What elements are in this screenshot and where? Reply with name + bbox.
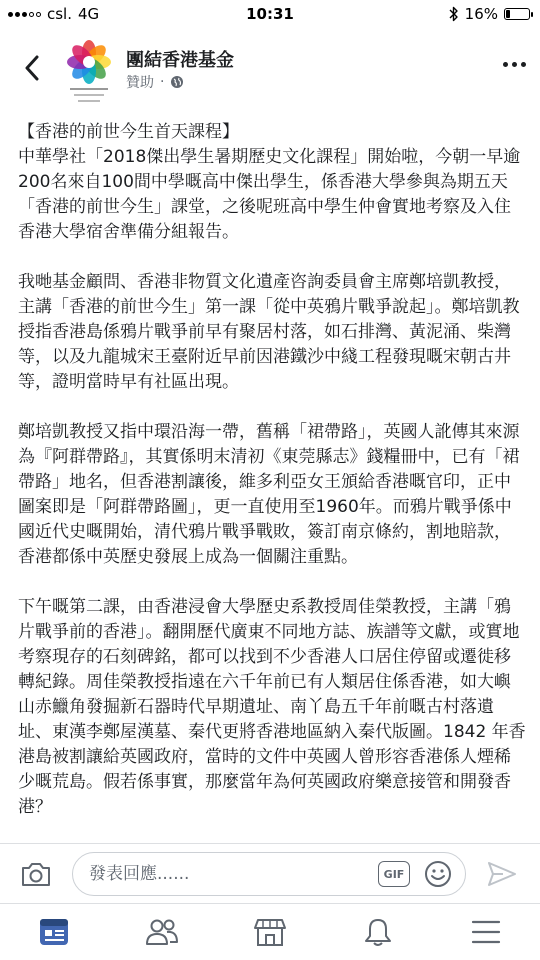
sponsored-row — [126, 72, 184, 92]
globe-icon — [170, 75, 184, 89]
battery-icon — [504, 8, 530, 20]
send-icon — [486, 860, 518, 888]
emoji-button[interactable] — [424, 860, 452, 888]
friends-icon — [145, 917, 179, 947]
status-left — [8, 5, 99, 23]
battery-percent: 16% — [464, 5, 498, 23]
back-button[interactable] — [16, 52, 48, 84]
comment-bar — [0, 843, 540, 903]
post-header — [0, 28, 540, 108]
more-button[interactable] — [503, 62, 526, 67]
page-name[interactable]: 團結香港基金 — [126, 50, 234, 71]
news-feed-icon — [38, 917, 70, 947]
post-paragraph: 鄭培凱教授又指中環沿海一帶，舊稱「裙帶路」，英國人訛傳其來源為『阿群帶路』，其實係明末清初《東莞縣志》錢糧冊中，已有「裙帶路」地名，但香港割讓後，維多利亞女王頒給香港嘅官印，正中圖案即是「阿群帶路圖」，更一直使用至1960年。而鴉片戰爭係中國近代史嘅開始，清代鴉片戰爭戰敗，簽訂南京條約，割地賠款，香港都係中英歷史發展上成為一個關注重點。 — [18, 422, 520, 567]
dot-separator: · — [160, 74, 165, 90]
network-type: 4G — [78, 5, 100, 23]
sponsored-label: 贊助 — [126, 75, 154, 91]
status-bar — [0, 0, 540, 28]
marketplace-icon — [253, 917, 287, 947]
nav-marketplace[interactable] — [216, 904, 324, 960]
post-paragraph: 【香港的前世今生首天課程】 中華學社「2018傑出學生暑期歷史文化課程」開始啦，今朝一早逾200名來自100間中學嘅高中傑出學生，係香港大學參與為期五天「香港的前世今生」課堂，之後呢班高中學生仲會實地考察及入住香港大學宿舍準備分組報告。 — [18, 122, 521, 242]
nav-news-feed[interactable] — [0, 904, 108, 960]
notifications-icon — [363, 917, 393, 947]
page-logo[interactable] — [62, 38, 116, 106]
status-time: 10:31 — [246, 5, 294, 23]
nav-friends[interactable] — [108, 904, 216, 960]
more-icon — [503, 62, 508, 67]
foundation-logo-icon — [62, 38, 116, 106]
post-paragraph: 我哋基金顧問、香港非物質文化遺產咨詢委員會主席鄭培凱教授，主講「香港的前世今生」第一課「從中英鴉片戰爭說起」。鄭培凱教授指香港島係鴉片戰爭前早有聚居村落，如石排灣、黃泥涌、柴灣等，以及九龍城宋王臺附近早前因港鐵沙中綫工程發現嘅宋朝古井等，證明當時早有社區出現。 — [18, 272, 520, 392]
bottom-nav — [0, 903, 540, 960]
menu-icon — [471, 919, 501, 945]
post-body — [18, 120, 526, 870]
bluetooth-icon — [449, 6, 459, 22]
camera-button[interactable] — [20, 860, 52, 888]
status-right — [449, 5, 530, 23]
nav-notifications[interactable] — [324, 904, 432, 960]
signal-icon — [8, 12, 41, 17]
carrier-name: csl. — [47, 5, 72, 23]
gif-button[interactable]: GIF — [378, 861, 410, 887]
emoji-icon — [424, 860, 452, 888]
camera-icon — [20, 860, 52, 888]
nav-menu[interactable] — [432, 904, 540, 960]
chevron-left-icon — [24, 55, 40, 81]
send-button[interactable] — [486, 860, 518, 888]
post-paragraph: 下午嘅第二課，由香港浸會大學歷史系教授周佳榮教授，主講「鴉片戰爭前的香港」。翻開歷代廣東不同地方誌、族譜等文獻，或實地考察現存的石刻碑銘，都可以找到不少香港人口居住停留或遷徙移轉紀錄。周佳榮教授指遠在六千年前已有人類居住係香港，如大嶼山赤鱲角發掘新石器時代早期遺址、南丫島五千年前嘅古村落遺址、東漢李鄭屋漢墓、秦代更將香港地區納入秦代版圖。1842 年香港島被割讓給英國政府，當時的文件中英國人曾形容香港係人煙稀少嘅荒島。假若係事實，那麼當年為何英國政府樂意接管和開發香港？ — [18, 597, 526, 817]
battery-fill — [506, 10, 510, 18]
